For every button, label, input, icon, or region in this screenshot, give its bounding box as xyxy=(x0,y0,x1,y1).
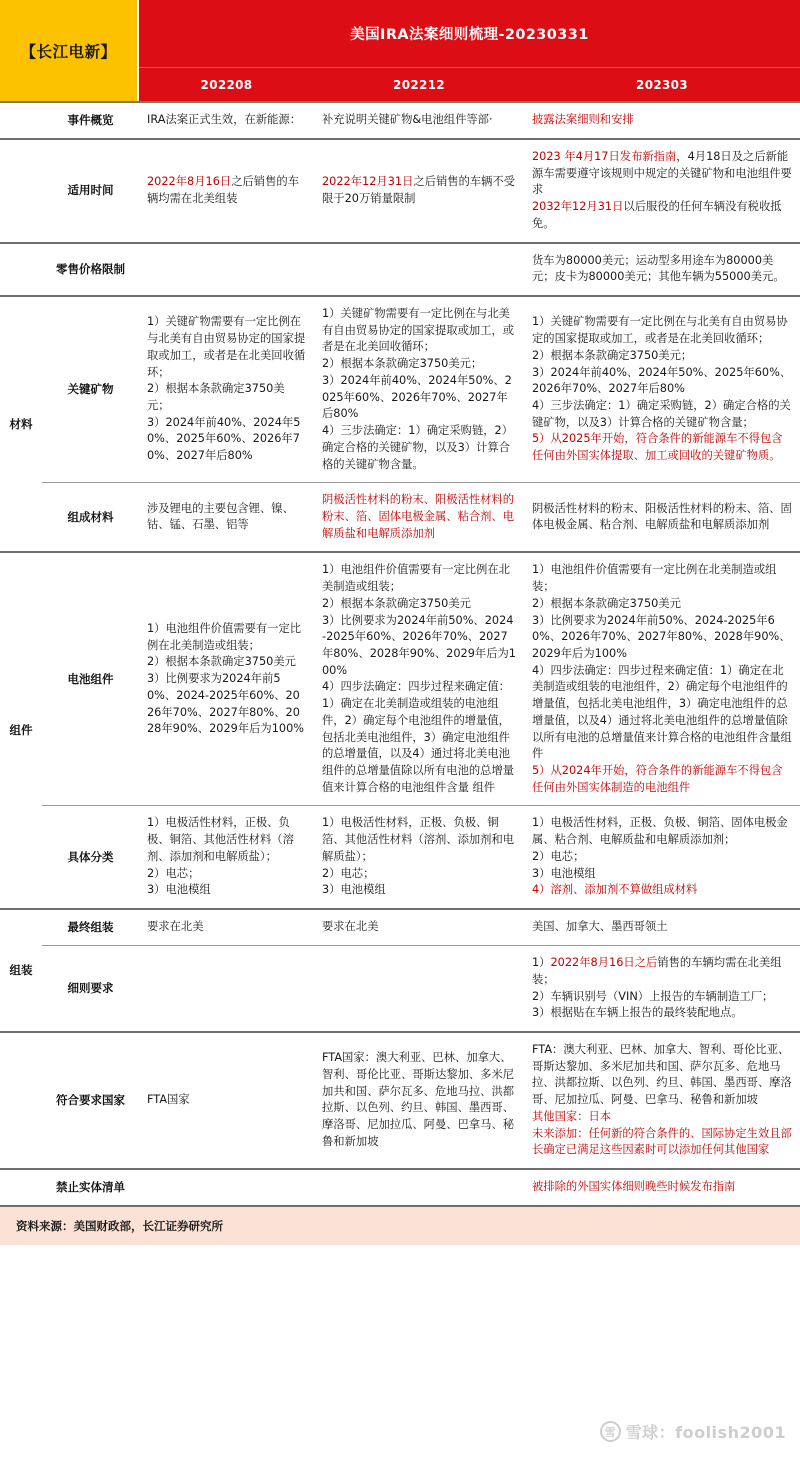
text-run: 之后销售的车辆均需在北美组装 xyxy=(147,175,299,205)
period-header-202212: 202212 xyxy=(393,77,445,92)
text-line: 2）根据本条款确定3750美元 xyxy=(147,655,296,669)
row-label: 禁止实体清单 xyxy=(42,1169,139,1205)
text-run: 2）根据本条款确定3750美元 xyxy=(532,596,681,610)
brand-cell xyxy=(0,0,139,101)
cell-col-202303 xyxy=(524,139,800,243)
text-line: 2）根据本条款确定3750美元； xyxy=(147,382,285,412)
table-row xyxy=(0,552,800,806)
text-run: 1） xyxy=(532,956,551,970)
cell-col-202208 xyxy=(139,1169,314,1205)
text-line xyxy=(532,1042,792,1109)
text-line xyxy=(532,815,792,848)
text-line xyxy=(532,431,792,464)
text-line xyxy=(532,314,792,347)
text-run: 3）比例要求为2024年前50%、2024-2025年60%、2026年70%、2027年80%、2028年90%、2029年后为100% xyxy=(532,613,791,660)
table-header xyxy=(0,0,800,103)
text-run: 之后销售的车辆不受限于20万销量限制 xyxy=(322,175,516,205)
text-line: 1）电极活性材料，正极、负极、铜箔、其他活性材料（溶剂、添加剂和电解质盐）； xyxy=(322,816,515,863)
text-line: 3）比例要求为2024年前50%、2024-2025年60%、2026年70%、2027年80%、2028年90%、2029年后为100% xyxy=(322,613,516,677)
cell-col-202303 xyxy=(524,1169,800,1205)
cell-col-202208 xyxy=(139,806,314,909)
header-right xyxy=(139,0,800,101)
row-group-label: 材料 xyxy=(0,296,42,552)
text-line: 涉及锂电的主要包含锂、镍、钴、锰、石墨、铝等 xyxy=(147,501,294,532)
row-group-label xyxy=(0,1032,42,1169)
text-line: 1）电极活性材料，正极、负极、铜箔、其他活性材料（溶剂、添加剂和电解质盐）； xyxy=(147,816,294,863)
text-line: 要求在北美 xyxy=(147,920,204,934)
cell-col-202303 xyxy=(524,909,800,946)
cell-col-202212 xyxy=(314,806,524,909)
cell-col-202212 xyxy=(314,1169,524,1205)
text-line: 3）比例要求为2024年前50%、2024-2025年60%、2026年70%、2027年80%、2028年90%、2029年后为100% xyxy=(147,672,305,736)
text-line: 2）电芯； xyxy=(147,866,200,880)
row-group-label xyxy=(0,1169,42,1205)
text-line xyxy=(532,596,792,613)
text-run: 4）四步法确定：四步过程来确定值：1）确定在北美制造或组装的电池组件，2）确定每个电池组件的增量值，包括北美电池组件，3）确定电池组件的总增量值，以及4）通过将北美电池组件的总增量值除以所有电池的总增量值来计算合格的电池组件含量组件 xyxy=(532,663,792,761)
text-line: 补充说明关键矿物&电池组件等部· xyxy=(322,113,493,127)
comparison-grid xyxy=(0,103,800,1205)
text-line xyxy=(532,199,792,232)
watermark xyxy=(600,1420,786,1443)
page-title: 美国IRA法案细则梳理-20230331 xyxy=(350,27,589,43)
table-row xyxy=(0,139,800,243)
text-line: 1）电池组件价值需要有一定比例在北美制造或组装； xyxy=(147,621,302,652)
cell-col-202208 xyxy=(139,946,314,1032)
cell-col-202303 xyxy=(524,243,800,296)
row-group-label xyxy=(0,103,42,139)
row-label: 事件概览 xyxy=(67,113,114,127)
row-group-label xyxy=(0,139,42,243)
text-run: 2）根据本条款确定3750美元； xyxy=(532,348,693,362)
cell-col-202208 xyxy=(139,483,314,553)
cell-col-202212 xyxy=(314,909,524,946)
text-line xyxy=(532,663,792,763)
text-line xyxy=(532,1126,792,1159)
cell-col-202208 xyxy=(139,243,314,296)
cell-col-202303 xyxy=(524,483,800,553)
cell-col-202208 xyxy=(139,1032,314,1169)
text-line xyxy=(532,348,792,365)
text-line: 2）根据本条款确定3750美元 xyxy=(322,596,471,610)
row-label: 细则要求 xyxy=(42,946,139,1032)
cell-col-202303 xyxy=(524,806,800,909)
text-line xyxy=(532,398,792,431)
table-row xyxy=(0,909,800,946)
text-run: 未来添加：任何新的符合条件的、国际协定生效且部长确定已满足这些因素时可以添加任何其他国家 xyxy=(532,1126,792,1157)
cell-col-202212 xyxy=(314,946,524,1032)
row-label: 电池组件 xyxy=(42,552,139,806)
source-note: 资料来源：美国财政部，长江证券研究所 xyxy=(16,1218,223,1233)
table-row xyxy=(0,296,800,483)
table-row xyxy=(0,1032,800,1169)
text-line: 3）2024年前40%、2024年50%、2025年60%、2026年70%、2027年后80% xyxy=(147,415,301,463)
cell-col-202208 xyxy=(139,552,314,806)
row-label: 组成材料 xyxy=(42,483,139,553)
text-run: 2022年8月16日 xyxy=(147,175,232,189)
row-label: 适用时间 xyxy=(42,139,139,243)
text-run: 5）从2025年开始，符合条件的新能源车不得包含任何由外国实体提取、加工或回收的关键矿物质。 xyxy=(532,432,783,463)
text-line: 3）电池模组 xyxy=(147,883,211,897)
title-band xyxy=(139,0,800,68)
text-line: 4）四步法确定：四步过程来确定值：1）确定在北美制造或组装的电池组件，2）确定每个电池组件的增量值，包括北美电池组件，3）确定电池组件的总增量值，以及4）通过将北美电池组件的总增量值除以所有电池的总增量值来计算合格的电池组件含量 组件 xyxy=(322,680,515,794)
text-line: 3）电池模组 xyxy=(322,883,386,897)
cell-col-202212 xyxy=(314,483,524,553)
row-group-label xyxy=(0,243,42,296)
cell-col-202208 xyxy=(139,296,314,483)
text-line: 3）2024年前40%、2024年50%、2025年60%、2026年70%、2027年后80% xyxy=(322,373,512,421)
text-line: FTA国家 xyxy=(147,1093,190,1107)
text-run: 4）溶剂、添加剂不算做组成材料 xyxy=(532,883,698,897)
text-line: 2）电芯； xyxy=(322,866,375,880)
table-row xyxy=(0,243,800,296)
row-label: 符合要求国家 xyxy=(42,1032,139,1169)
row-group-label: 组装 xyxy=(0,909,42,1032)
text-line xyxy=(532,149,792,199)
text-run: 其他国家：日本 xyxy=(532,1109,612,1123)
text-run: 2022年12月31日 xyxy=(322,175,414,189)
text-line: 美国、加拿大、墨西哥领土 xyxy=(532,920,668,934)
text-run: 1）电极活性材料，正极、负极、铜箔、固体电极金属、粘合剂、电解质盐和电解质添加剂； xyxy=(532,816,788,847)
text-line: 1）电池组件价值需要有一定比例在北美制造或组装； xyxy=(322,563,510,594)
cell-col-202212 xyxy=(314,1032,524,1169)
text-run: 2）电芯； xyxy=(532,849,585,863)
text-line xyxy=(532,955,792,988)
xueqiu-logo-icon: 雪 xyxy=(600,1421,621,1442)
text-run: 2）车辆识别号（VIN）上报告的车辆制造工厂； xyxy=(532,989,774,1003)
text-run: 3）2024年前40%、2024年50%、2025年60%、2026年70%、2027年后80% xyxy=(532,365,792,396)
cell-col-202212 xyxy=(314,139,524,243)
row-label: 最终组装 xyxy=(42,909,139,946)
text-line: 要求在北美 xyxy=(322,920,379,934)
text-line: 阴极活性材料的粉末、阳极活性材料的粉末、箔、固体电极金属、粘合剂、电解质盐和电解质添加剂 xyxy=(532,501,792,532)
brand-label: 【长江电新】 xyxy=(20,42,117,61)
text-run: 2022年8月16日之后 xyxy=(550,956,658,970)
table-row xyxy=(0,103,800,139)
cell-col-202208 xyxy=(139,139,314,243)
text-line xyxy=(532,1005,792,1022)
row-label: 关键矿物 xyxy=(42,296,139,483)
text-line xyxy=(532,866,792,883)
table-row xyxy=(0,946,800,1032)
cell-col-202212 xyxy=(314,243,524,296)
text-run: ，4月18日及之后新能源车需要遵守该规则中规定的关键矿物和电池组件要求 xyxy=(532,150,792,197)
text-line xyxy=(532,562,792,595)
cell-col-202212 xyxy=(314,103,524,139)
text-run: 2032年12月31日 xyxy=(532,200,624,214)
text-run: 5）从2024年开始，符合条件的新能源车不得包含任何由外国实体制造的电池组件 xyxy=(532,764,783,794)
text-run: FTA：澳大利亚、巴林、加拿大、智利、哥伦比亚、哥斯达黎加、多米尼加共和国、萨尔瓦多、危地马拉、洪都拉斯、以色列、约旦、韩国、墨西哥、摩洛哥、尼加拉瓜、阿曼、巴拿马、秘鲁和新加坡 xyxy=(532,1042,792,1107)
text-line: FTA国家：澳大利亚、巴林、加拿大、智利、哥伦比亚、哥斯达黎加、多米尼加共和国、萨尔瓦多、危地马拉、洪都拉斯、以色列、约旦、韩国、墨西哥、摩洛哥、尼加拉瓜、阿曼、巴拿马、秘鲁和新加坡 xyxy=(322,1051,515,1148)
text-line xyxy=(532,365,792,398)
cell-col-202212 xyxy=(314,296,524,483)
text-line xyxy=(532,1109,792,1126)
cell-col-202212 xyxy=(314,552,524,806)
text-run: 4）三步法确定：1）确定采购链，2）确定合格的关键矿物，以及3）计算合格的关键矿物含量； xyxy=(532,399,791,429)
text-run: 1）电池组件价值需要有一定比例在北美制造或组装； xyxy=(532,563,777,594)
period-header-row xyxy=(139,68,800,101)
text-line: IRA法案正式生效，在新能源： xyxy=(147,113,302,127)
table-row xyxy=(0,483,800,553)
text-line: 被排除的外国实体细则晚些时候发布指南 xyxy=(532,1180,736,1194)
text-line: 4）三步法确定：1）确定采购链，2）确定合格的关键矿物，以及3）计算合格的关键矿物含量。 xyxy=(322,424,514,471)
text-run: 以后服役的任何车辆没有税收抵免。 xyxy=(532,200,782,230)
period-header-202208: 202208 xyxy=(200,77,253,92)
table-row xyxy=(0,1169,800,1205)
cell-col-202303 xyxy=(524,552,800,806)
text-line: 2）根据本条款确定3750美元； xyxy=(322,357,483,371)
text-line xyxy=(532,989,792,1006)
text-line xyxy=(532,849,792,866)
row-label: 具体分类 xyxy=(42,806,139,909)
cell-col-202303 xyxy=(524,1032,800,1169)
row-group-label: 组件 xyxy=(0,552,42,909)
text-run: 1）关键矿物需要有一定比例在与北美有自由贸易协定的国家提取或加工，或者是在北美回收循环； xyxy=(532,315,788,346)
watermark-text: 雪球：foolish2001 xyxy=(625,1423,786,1442)
text-run: 2023 年4月17日发布新指南 xyxy=(532,150,677,164)
text-run: 销售的车辆均需在北美组装； xyxy=(532,956,782,986)
cell-col-202303 xyxy=(524,103,800,139)
text-run: 3）电池模组 xyxy=(532,866,596,880)
text-line xyxy=(532,882,792,899)
cell-col-202208 xyxy=(139,909,314,946)
source-footer xyxy=(0,1205,800,1245)
text-line xyxy=(532,763,792,796)
cell-col-202303 xyxy=(524,296,800,483)
text-line: 阴极活性材料的粉末、阳极活性材料的粉末、箔、固体电极金属、粘合剂、电解质盐和电解质添加剂 xyxy=(322,493,515,540)
period-header-202303: 202303 xyxy=(636,77,688,92)
text-line xyxy=(532,613,792,663)
table-row xyxy=(0,806,800,909)
cell-col-202208 xyxy=(139,103,314,139)
text-run: 3）根据贴在车辆上报告的最终装配地点。 xyxy=(532,1006,743,1020)
text-line: 1）关键矿物需要有一定比例在与北美有自由贸易协定的国家提取或加工，或者是在北美回收循环； xyxy=(322,307,515,354)
text-line: 1）关键矿物需要有一定比例在与北美有自由贸易协定的国家提取或加工，或者是在北美回收循环； xyxy=(147,315,306,379)
row-label: 零售价格限制 xyxy=(42,243,139,296)
text-line: 货车为80000美元；运动型多用途车为80000美元；皮卡为80000美元；其他车辆为55000美元。 xyxy=(532,253,785,284)
text-line: 披露法案细则和安排 xyxy=(532,113,634,127)
cell-col-202303 xyxy=(524,946,800,1032)
